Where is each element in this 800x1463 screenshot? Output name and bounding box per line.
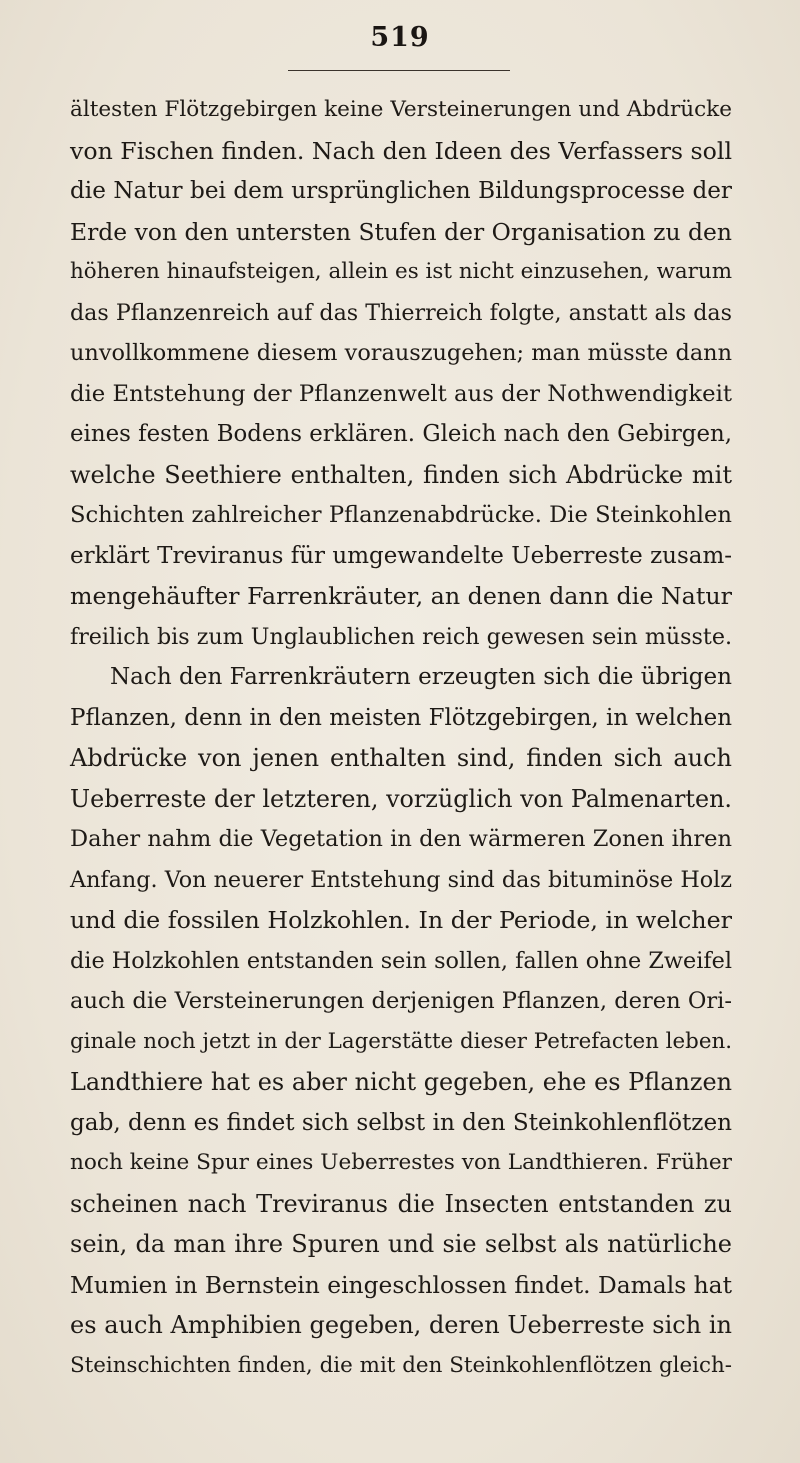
text-line: noch keine Spur eines Ueberrestes von Landthieren. Früher bbox=[70, 1150, 732, 1175]
text-line: gab, denn es findet sich selbst in den Steinkohlenflötzen bbox=[70, 1109, 733, 1136]
text-line: Pflanzen, denn in den meisten Flötzgebirgen, in welchen bbox=[70, 704, 732, 731]
text-line: Anfang. Von neuerer Entstehung sind das bituminöse Holz bbox=[70, 866, 732, 893]
text-line: sein, da man ihre Spuren und sie selbst als natürliche bbox=[70, 1230, 732, 1258]
text-line: und die fossilen Holzkohlen. In der Periode, in welcher bbox=[70, 906, 732, 934]
text-line: das Pflanzenreich auf das Thierreich folgte, anstatt als das bbox=[70, 299, 732, 326]
text-line: Mumien in Bernstein eingeschlossen findet. Damals hat bbox=[70, 1270, 732, 1299]
text-line: welche Seethiere enthalten, finden sich Abdrücke mit bbox=[70, 460, 732, 489]
text-line: von Fischen finden. Nach den Ideen des Verfassers soll bbox=[70, 136, 732, 165]
header-rule bbox=[288, 70, 510, 71]
text-line: Daher nahm die Vegetation in den wärmeren Zonen ihren bbox=[70, 826, 732, 852]
text-line: Schichten zahlreicher Pflanzenabdrücke. Die Steinkohlen bbox=[70, 502, 732, 528]
text-line: die Natur bei dem ursprünglichen Bildungsprocesse der bbox=[70, 178, 732, 204]
page-number: 519 bbox=[370, 22, 430, 53]
text-line-paragraph-start: Nach den Farrenkräutern erzeugten sich die übrigen bbox=[110, 664, 732, 690]
text-line: es auch Amphibien gegeben, deren Ueberreste sich in bbox=[70, 1311, 732, 1339]
text-line: mengehäufter Farrenkräuter, an denen dann die Natur bbox=[70, 582, 732, 610]
body-text bbox=[70, 90, 732, 1386]
text-line: auch die Versteinerungen derjenigen Pflanzen, deren Ori- bbox=[70, 988, 733, 1014]
text-line: unvollkommene diesem vorauszugehen; man müsste dann bbox=[70, 340, 732, 366]
text-line: ältesten Flötzgebirgen keine Versteinerungen und Abdrücke bbox=[70, 97, 732, 122]
text-line: Abdrücke von jenen enthalten sind, finden sich auch bbox=[70, 744, 732, 772]
text-line: scheinen nach Treviranus die Insecten entstanden zu bbox=[70, 1189, 732, 1218]
text-line: eines festen Bodens erklären. Gleich nach den Gebirgen, bbox=[70, 421, 732, 447]
text-line: die Holzkohlen entstanden sein sollen, fallen ohne Zweifel bbox=[70, 947, 732, 974]
text-line: erklärt Treviranus für umgewandelte Ueberreste zusam- bbox=[70, 542, 732, 569]
text-line: die Entstehung der Pflanzenwelt aus der Nothwendigkeit bbox=[70, 380, 732, 407]
text-line: Steinschichten finden, die mit den Steinkohlenflötzen gleich- bbox=[70, 1352, 732, 1378]
text-line: ginale noch jetzt in der Lagerstätte dieser Petrefacten leben. bbox=[70, 1028, 732, 1054]
text-line: Ueberreste der letzteren, vorzüglich von Palmenarten. bbox=[70, 784, 732, 813]
text-line: höheren hinaufsteigen, allein es ist nicht einzusehen, warum bbox=[70, 259, 732, 284]
text-line: Landthiere hat es aber nicht gegeben, ehe es Pflanzen bbox=[70, 1068, 732, 1096]
text-line: freilich bis zum Unglaublichen reich gewesen sein müsste. bbox=[70, 623, 732, 650]
text-line: Erde von den untersten Stufen der Organisation zu den bbox=[70, 217, 732, 246]
